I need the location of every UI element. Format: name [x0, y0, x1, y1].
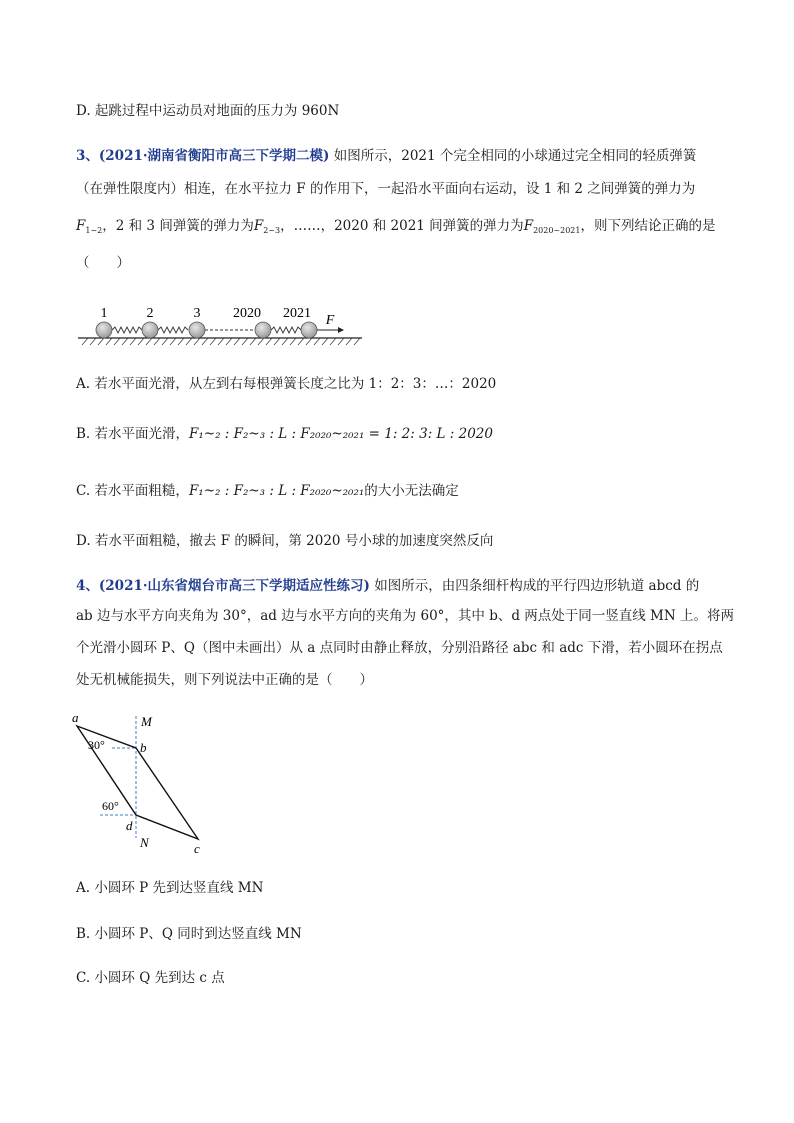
- q3-f23-symbol: F: [253, 218, 264, 234]
- q4-stem-text: 如图所示，由四条细杆构成的平行四边形轨道 abcd 的: [374, 578, 700, 594]
- q3-stem-text-f: ，则下列结论正确的是: [580, 218, 716, 234]
- q3-option-b-text: B. 若水平面光滑，: [76, 426, 190, 442]
- q3-stem-text: 如图所示，2021 个完全相同的小球通过完全相同的轻质弹簧: [333, 148, 697, 164]
- ball-2: [142, 322, 158, 338]
- q3-stem-line-1: [76, 146, 696, 166]
- q3-option-d: D. 若水平面粗糙，撤去 F 的瞬间，第 2020 号小球的加速度突然反向: [76, 533, 494, 549]
- q3-f12-symbol: F: [76, 218, 86, 234]
- spring-1-2: [112, 327, 142, 333]
- spring-2-3: [158, 327, 188, 333]
- q4-option-c: C. 小圆环 Q 先到达 c 点: [76, 970, 225, 986]
- q4-option-a: A. 小圆环 P 先到达竖直线 MN: [76, 880, 264, 896]
- q3-stem-line-2: （在弹性限度内）相连，在水平拉力 F 的作用下，一起沿水平面向右运动，设 1 和 2 之间弹簧的弹力为: [76, 181, 696, 197]
- point-n-label: N: [140, 835, 149, 850]
- ball-label-2: 2: [146, 306, 154, 321]
- ground-hatch: [82, 338, 360, 345]
- q4-stem-line-3: 个光滑小圆环 P、Q（图中未画出）从 a 点同时由静止释放，分别沿路径 abc 和 adc 下滑，若小圆环在拐点: [76, 640, 723, 656]
- q4-parallelogram-figure: [66, 708, 216, 858]
- point-b-label: b: [140, 740, 147, 755]
- point-d-label: d: [126, 818, 133, 833]
- q3-f2020-subscript: 2020~2021: [533, 226, 581, 235]
- q4-source-heading: 4、(2021·山东省烟台市高三下学期适应性练习): [76, 578, 370, 594]
- ball-label-1: 1: [100, 306, 108, 321]
- q3-option-c: [76, 481, 459, 501]
- point-c-label: c: [194, 841, 200, 856]
- point-m-label: M: [141, 714, 152, 729]
- q3-source-heading: 3、(2021·湖南省衡阳市高三下学期二模): [76, 148, 330, 164]
- q3-spring-balls-figure: [76, 300, 366, 352]
- q4-option-b: B. 小圆环 P、Q 同时到达竖直线 MN: [76, 926, 302, 942]
- q3-option-c-expression: F₁~₂ : F₂~₃ : L : F₂₀₂₀~₂₀₂₁: [188, 483, 365, 499]
- q3-answer-paren: （ ）: [76, 255, 130, 271]
- q3-option-b-expression: F₁~₂ : F₂~₃ : L : F₂₀₂₀~₂₀₂₁ = 1: 2: 3: L : 2020: [189, 426, 493, 442]
- q3-stem-line-3: [76, 216, 715, 241]
- q2-option-d: D. 起跳过程中运动员对地面的压力为 960N: [76, 103, 340, 119]
- ball-1: [96, 322, 112, 338]
- ball-label-2020: 2020: [233, 306, 261, 321]
- q3-stem-text-b: ，2 和 3 间弹簧的弹力为: [102, 218, 254, 234]
- force-arrow-head: [338, 327, 344, 333]
- q3-stem-text-d: ，……，2020 和 2021 间弹簧的弹力为: [280, 218, 524, 234]
- ball-2020: [255, 322, 271, 338]
- spring-2020-2021: [271, 327, 301, 333]
- point-a-label: a: [72, 710, 79, 725]
- force-label: F: [325, 313, 335, 328]
- ball-3: [189, 322, 205, 338]
- ball-2021: [301, 322, 317, 338]
- q3-option-a: A. 若水平面光滑，从左到右每根弹簧长度之比为 1：2：3：…：2020: [76, 376, 497, 392]
- q3-f23-subscript: 2~3: [263, 226, 281, 235]
- q3-f2020-symbol: F: [523, 218, 534, 234]
- q4-stem-line-4: 处无机械能损失，则下列说法中正确的是（ ）: [76, 672, 373, 688]
- angle-30-label: 30°: [88, 738, 105, 752]
- q3-f12-subscript: 1~2: [85, 226, 103, 235]
- angle-60-label: 60°: [102, 799, 119, 813]
- q3-option-b: [76, 424, 493, 444]
- ball-label-3: 3: [193, 306, 201, 321]
- q3-option-c-text: C. 若水平面粗糙，: [76, 483, 189, 499]
- q3-option-c-tail: 的大小无法确定: [364, 483, 459, 499]
- ball-label-2021: 2021: [283, 306, 311, 321]
- q4-stem-line-1: [76, 576, 699, 596]
- q4-stem-line-2: ab 边与水平方向夹角为 30°，ad 边与水平方向的夹角为 60°，其中 b、d 两点处于同一竖直线 MN 上。将两: [76, 608, 734, 624]
